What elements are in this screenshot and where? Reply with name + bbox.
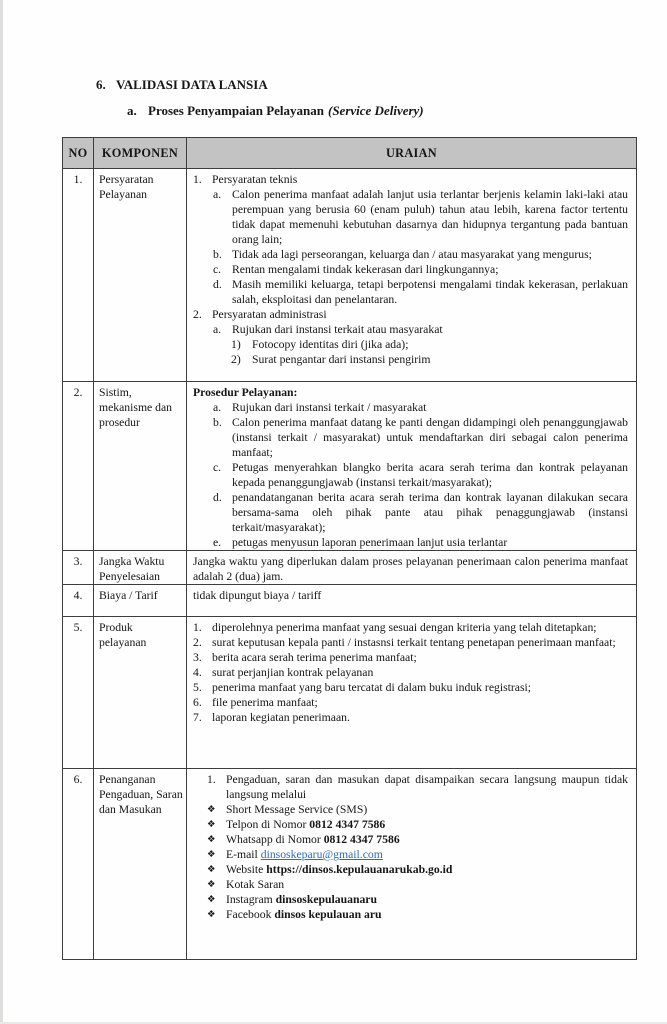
row-number: 4. (63, 585, 94, 617)
list-item (207, 862, 628, 877)
section-heading (96, 77, 268, 93)
diamond-bullet-icon: ❖ (207, 834, 216, 845)
diamond-bullet-icon: ❖ (207, 819, 216, 830)
list-marker: d. (213, 278, 222, 291)
list-text: Petugas menyerahkan blangko berita acara serah terima dan kontrak pelayanan kepada penanggungjawab (instansi terkait/masyarakat); (232, 461, 628, 489)
table-header-row (63, 138, 637, 169)
list-item (213, 400, 628, 415)
list-item (231, 337, 628, 352)
list-item (207, 847, 628, 862)
uraian-cell (187, 169, 637, 382)
list-text: Masih memiliki keluarga, tetapi berpotensi mengalami tindak kekerasan, perlakuan salah, eksploitasi dan penelantaran. (232, 278, 628, 306)
komponen-cell: Produk pelayanan (94, 617, 187, 769)
list-marker: b. (213, 416, 222, 429)
list-marker: 3. (193, 651, 202, 664)
scan-edge (0, 0, 3, 1024)
bullet-text: Website (226, 863, 264, 876)
diamond-bullet-icon: ❖ (207, 804, 216, 815)
uraian-cell (187, 551, 637, 585)
list-item (213, 322, 628, 337)
list-marker: 2. (193, 308, 202, 321)
list-marker: d. (213, 491, 222, 504)
list-text: laporan kegiatan penerimaan. (212, 711, 350, 724)
list-item (207, 772, 628, 802)
list-item (213, 535, 628, 550)
list-item (207, 892, 628, 907)
diamond-bullet-icon: ❖ (207, 894, 216, 905)
subheading-italic: (Service Delivery) (328, 103, 424, 118)
list-item (213, 277, 628, 307)
list-text: petugas menyusun laporan penerimaan lanjut usia terlantar (232, 536, 508, 549)
list-marker: 1. (193, 173, 202, 186)
list-text: Rujukan dari instansi terkait / masyarakat (232, 401, 427, 414)
list-text: file penerima manfaat; (212, 696, 318, 709)
list-text: Calon penerima manfaat adalah lanjut usia terlantar berjenis kelamin laki-laki atau perempuan yang berusia 60 (enam puluh) tahun atau lebih, karena factor tertentu tidak dapat memenuhi kebutuhan dasarnya dan hidupnya tergantung pada bantuan orang lain; (232, 188, 628, 246)
list-item (213, 247, 628, 262)
list-text: Rentan mengalami tindak kekerasan dari lingkungannya; (232, 263, 499, 276)
komponen-cell: Sistim, mekanisme dan prosedur (94, 382, 187, 551)
list-item (213, 262, 628, 277)
table-row (63, 617, 637, 769)
list-marker: a. (213, 323, 222, 336)
bullet-text: Facebook (226, 908, 272, 921)
heading-number: 6. (96, 77, 106, 92)
table-row (63, 551, 637, 585)
bullet-text: Instagram (226, 893, 273, 906)
bullet-text: Telpon di Nomor (226, 818, 307, 831)
list-text: Surat pengantar dari instansi pengirim (252, 353, 431, 366)
list-item (193, 695, 628, 710)
cell-text: Jangka waktu yang diperlukan dalam proses pelayanan penerimaan calon penerima manfaat adalah 2 (dua) jam. (193, 555, 628, 583)
list-item (193, 172, 628, 187)
table-header-uraian: URAIAN (187, 138, 637, 169)
list-text: Persyaratan administrasi (212, 308, 327, 321)
list-marker: 6. (193, 696, 202, 709)
komponen-cell: Jangka Waktu Penyelesaian (94, 551, 187, 585)
uraian-cell (187, 382, 637, 551)
list-item (193, 665, 628, 680)
list-item (231, 352, 628, 367)
facebook-handle: dinsos kepulauan aru (274, 908, 382, 921)
subheading-text: Proses Penyampaian Pelayanan (148, 103, 324, 118)
list-item (207, 907, 628, 922)
diamond-bullet-icon: ❖ (207, 909, 216, 920)
list-item (193, 307, 628, 322)
list-marker: b. (213, 248, 222, 261)
list-item (207, 832, 628, 847)
diamond-bullet-icon: ❖ (207, 849, 216, 860)
list-text: diperolehnya penerima manfaat yang sesuai dengan kriteria yang telah ditetapkan; (212, 621, 597, 634)
list-marker: a. (213, 401, 222, 414)
komponen-cell: Penanganan Pengaduan, Saran dan Masukan (94, 769, 187, 960)
list-marker: 7. (193, 711, 202, 724)
sub-heading (127, 103, 424, 119)
bullet-text: Kotak Saran (226, 878, 285, 891)
list-marker: c. (213, 263, 222, 276)
uraian-cell (187, 585, 637, 617)
list-text: Persyaratan teknis (212, 173, 298, 186)
list-marker: 1. (207, 773, 216, 786)
uraian-cell (187, 769, 637, 960)
diamond-bullet-icon: ❖ (207, 879, 216, 890)
list-marker: 5. (193, 681, 202, 694)
instagram-handle: dinsoskepulauanaru (275, 893, 377, 906)
list-item (207, 817, 628, 832)
list-item (193, 680, 628, 695)
bullet-text: Short Message Service (SMS) (226, 803, 368, 816)
table-row (63, 769, 637, 960)
cell-title: Prosedur Pelayanan: (193, 386, 298, 399)
list-item (207, 877, 628, 892)
bullet-text: Whatsapp di Nomor (226, 833, 321, 846)
list-item (193, 650, 628, 665)
table-row (63, 585, 637, 617)
list-marker: 1. (193, 621, 202, 634)
website-url: https://dinsos.kepulauanarukab.go.id (266, 863, 453, 876)
table-row (63, 169, 637, 382)
list-item (213, 490, 628, 535)
komponen-cell: Persyaratan Pelayanan (94, 169, 187, 382)
list-marker: 2) (231, 353, 241, 366)
list-text: Fotocopy identitas diri (jika ada); (252, 338, 409, 351)
email-link[interactable]: dinsoskeparu@gmail.com (260, 848, 383, 861)
service-standard-table (62, 137, 637, 960)
list-item (213, 460, 628, 490)
list-item (193, 710, 628, 725)
uraian-cell (187, 617, 637, 769)
table-header-komponen: KOMPONEN (94, 138, 187, 169)
komponen-cell: Biaya / Tarif (94, 585, 187, 617)
row-number: 3. (63, 551, 94, 585)
list-text: surat keputusan kepala panti / instasnsi terkait tentang penetapan penerimaan manfaat; (212, 636, 616, 649)
table-row (63, 382, 637, 551)
list-text: Calon penerima manfaat datang ke panti dengan didampingi oleh penanggungjawab (instansi terkait / masyarakat) untuk mendaftarkan diri sebagai calon penerima manfaat; (232, 416, 628, 459)
list-item (193, 620, 628, 635)
list-marker: c. (213, 461, 222, 474)
cell-text: tidak dipungut biaya / tariff (193, 589, 322, 602)
row-number: 1. (63, 169, 94, 382)
list-text: Pengaduan, saran dan masukan dapat disampaikan secara langsung maupun tidak langsung melalui (226, 773, 628, 801)
table-header-no: NO (63, 138, 94, 169)
list-item (207, 802, 628, 817)
row-number: 6. (63, 769, 94, 960)
diamond-bullet-icon: ❖ (207, 864, 216, 875)
list-text: berita acara serah terima penerima manfaat; (212, 651, 417, 664)
subheading-number: a. (127, 103, 137, 118)
phone-number: 0812 4347 7586 (309, 818, 386, 831)
list-text: penandatanganan berita acara serah terima dan kontrak layanan dilakukan secara bersama-sama oleh pihak pante atau pihak penaggungjawab (instansi terkait/masyarakat); (232, 491, 628, 534)
list-marker: a. (213, 188, 222, 201)
bullet-text: E-mail (226, 848, 258, 861)
list-text: penerima manfaat yang baru tercatat di dalam buku induk registrasi; (212, 681, 532, 694)
list-text: Tidak ada lagi perseorangan, keluarga dan / atau masyarakat yang mengurus; (232, 248, 592, 261)
list-marker: 1) (231, 338, 241, 351)
list-text: surat perjanjian kontrak pelayanan (212, 666, 374, 679)
list-item (213, 187, 628, 247)
list-marker: e. (213, 536, 222, 549)
list-item (213, 415, 628, 460)
list-marker: 4. (193, 666, 202, 679)
row-number: 5. (63, 617, 94, 769)
whatsapp-number: 0812 4347 7586 (323, 833, 400, 846)
row-number: 2. (63, 382, 94, 551)
heading-text: VALIDASI DATA LANSIA (116, 77, 268, 92)
list-marker: 2. (193, 636, 202, 649)
list-item (193, 635, 628, 650)
list-text: Rujukan dari instansi terkait atau masyarakat (232, 323, 443, 336)
